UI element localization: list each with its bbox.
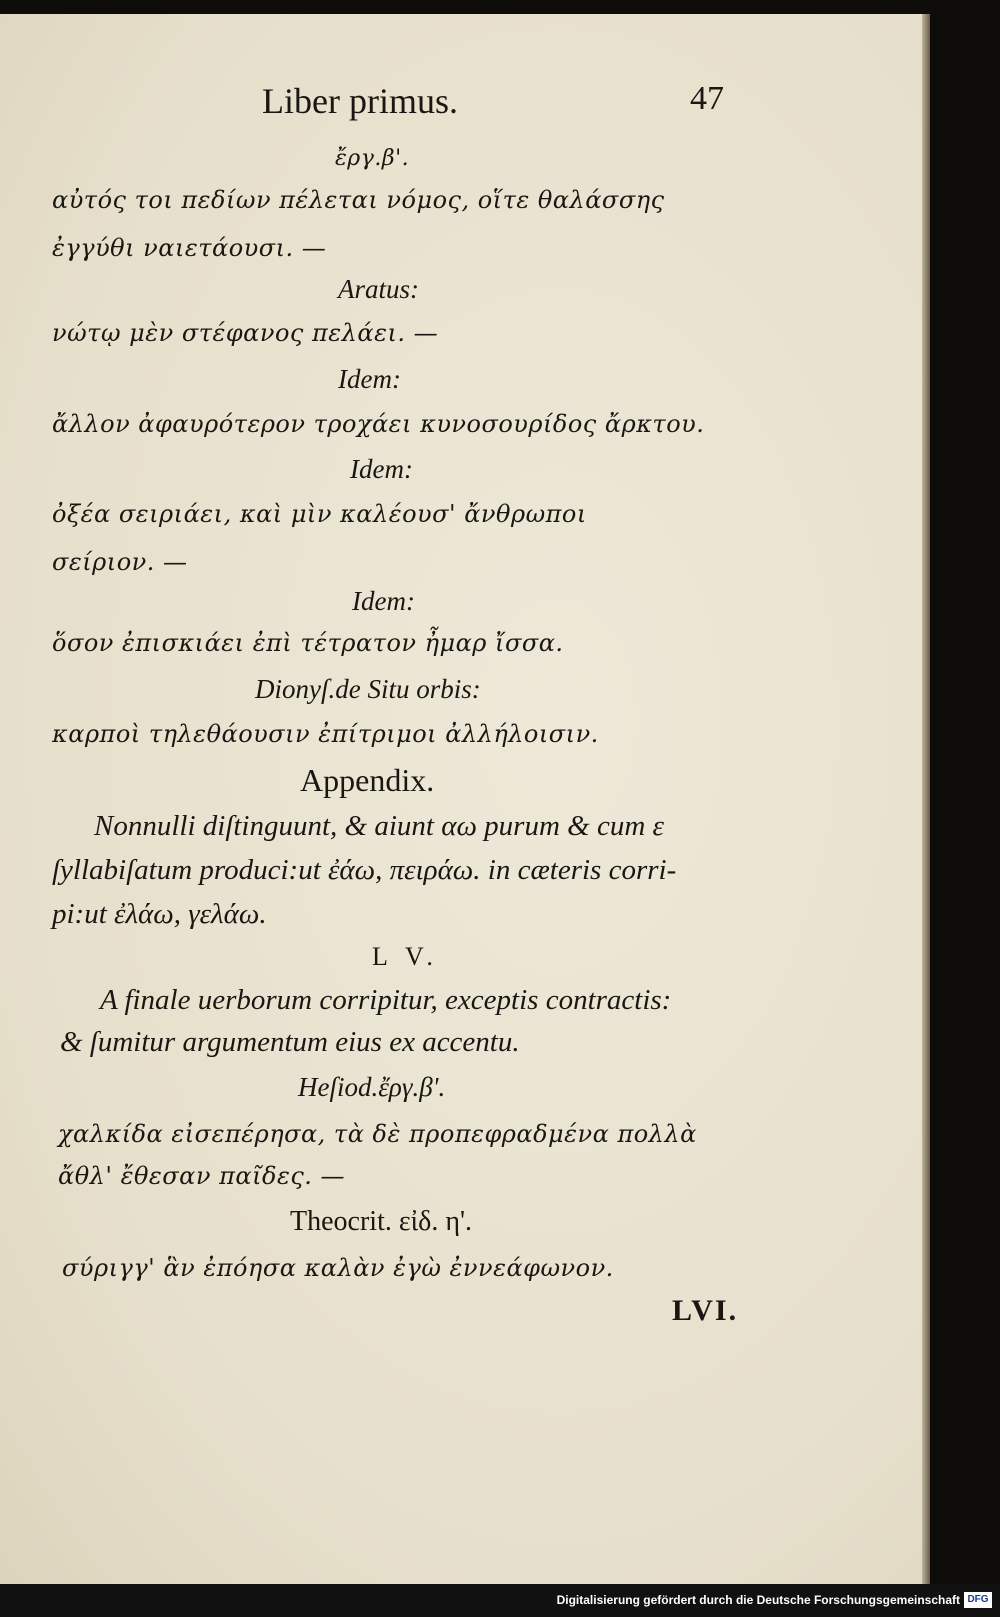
text-line: Heſiod.ἔργ.β'.: [298, 1072, 446, 1102]
dfg-logo: DFG: [964, 1592, 992, 1608]
page-spine-shadow: [922, 14, 930, 1584]
text-line: & ſumitur argumentum eius ex accentu.: [60, 1026, 520, 1058]
text-line: pi:ut ἐλάω, γελάω.: [52, 898, 267, 930]
text-line: Idem:: [350, 454, 413, 484]
page-number: 47: [690, 80, 724, 117]
text-line: αὐτός τοι πεδίων πέλεται νόμος, οἵτε θαλάσσης: [52, 186, 665, 214]
text-line: Aratus:: [338, 274, 419, 304]
text-line: καρποὶ τηλεθάουσιν ἐπίτριμοι ἀλλήλοισιν.: [52, 720, 599, 748]
catchword: LVI.: [672, 1294, 739, 1327]
footer-bar: [0, 1584, 1000, 1617]
section-number: L V.: [372, 942, 439, 971]
section-heading: Appendix.: [300, 762, 435, 798]
text-line: Dionyſ.de Situ orbis:: [255, 674, 481, 704]
text-line: ὅσον ἐπισκιάει ἐπὶ τέτρατον ἦμαρ ἴσσα.: [52, 629, 564, 657]
text-line: Theocrit. εἰδ. η'.: [290, 1206, 473, 1237]
text-line: ἐγγύθι ναιετάουσι. —: [52, 234, 327, 262]
text-line: ἄλλον ἀφαυρότερον τροχάει κυνοσουρίδος ἄρκτου.: [52, 410, 705, 438]
running-title: Liber primus.: [262, 81, 458, 121]
text-line: σείριον. —: [52, 548, 188, 576]
text-line: Idem:: [338, 364, 401, 394]
text-line: σύριγγ' ἃν ἐπόησα καλὰν ἐγὼ ἐννεάφωνον.: [62, 1254, 614, 1282]
text-line: ὀξέα σειριάει, καὶ μὶν καλέουσ' ἄνθρωποι: [52, 500, 587, 528]
text-line: ἄθλ' ἔθεσαν παῖδες. —: [58, 1162, 346, 1190]
book-page: [0, 14, 930, 1584]
text-line: Idem:: [352, 586, 415, 616]
text-line: ἔργ.β'.: [335, 146, 410, 171]
text-line: χαλκίδα εἰσεπέρησα, τὰ δὲ προπεφραδμένα πολλὰ: [58, 1120, 697, 1148]
text-line: ſyllabiſatum produci:ut ἐάω, πειράω. in cæteris corri-: [52, 854, 677, 886]
text-line: A finale uerborum corripitur, exceptis contractis:: [100, 984, 672, 1016]
footer-credit: Digitalisierung gefördert durch die Deutsche Forschungsgemeinschaft: [556, 1593, 960, 1607]
text-line: Nonnulli diſtinguunt, & aiunt αω purum & cum ε: [94, 810, 664, 842]
text-line: νώτῳ μὲν στέφανος πελάει. —: [52, 319, 439, 347]
